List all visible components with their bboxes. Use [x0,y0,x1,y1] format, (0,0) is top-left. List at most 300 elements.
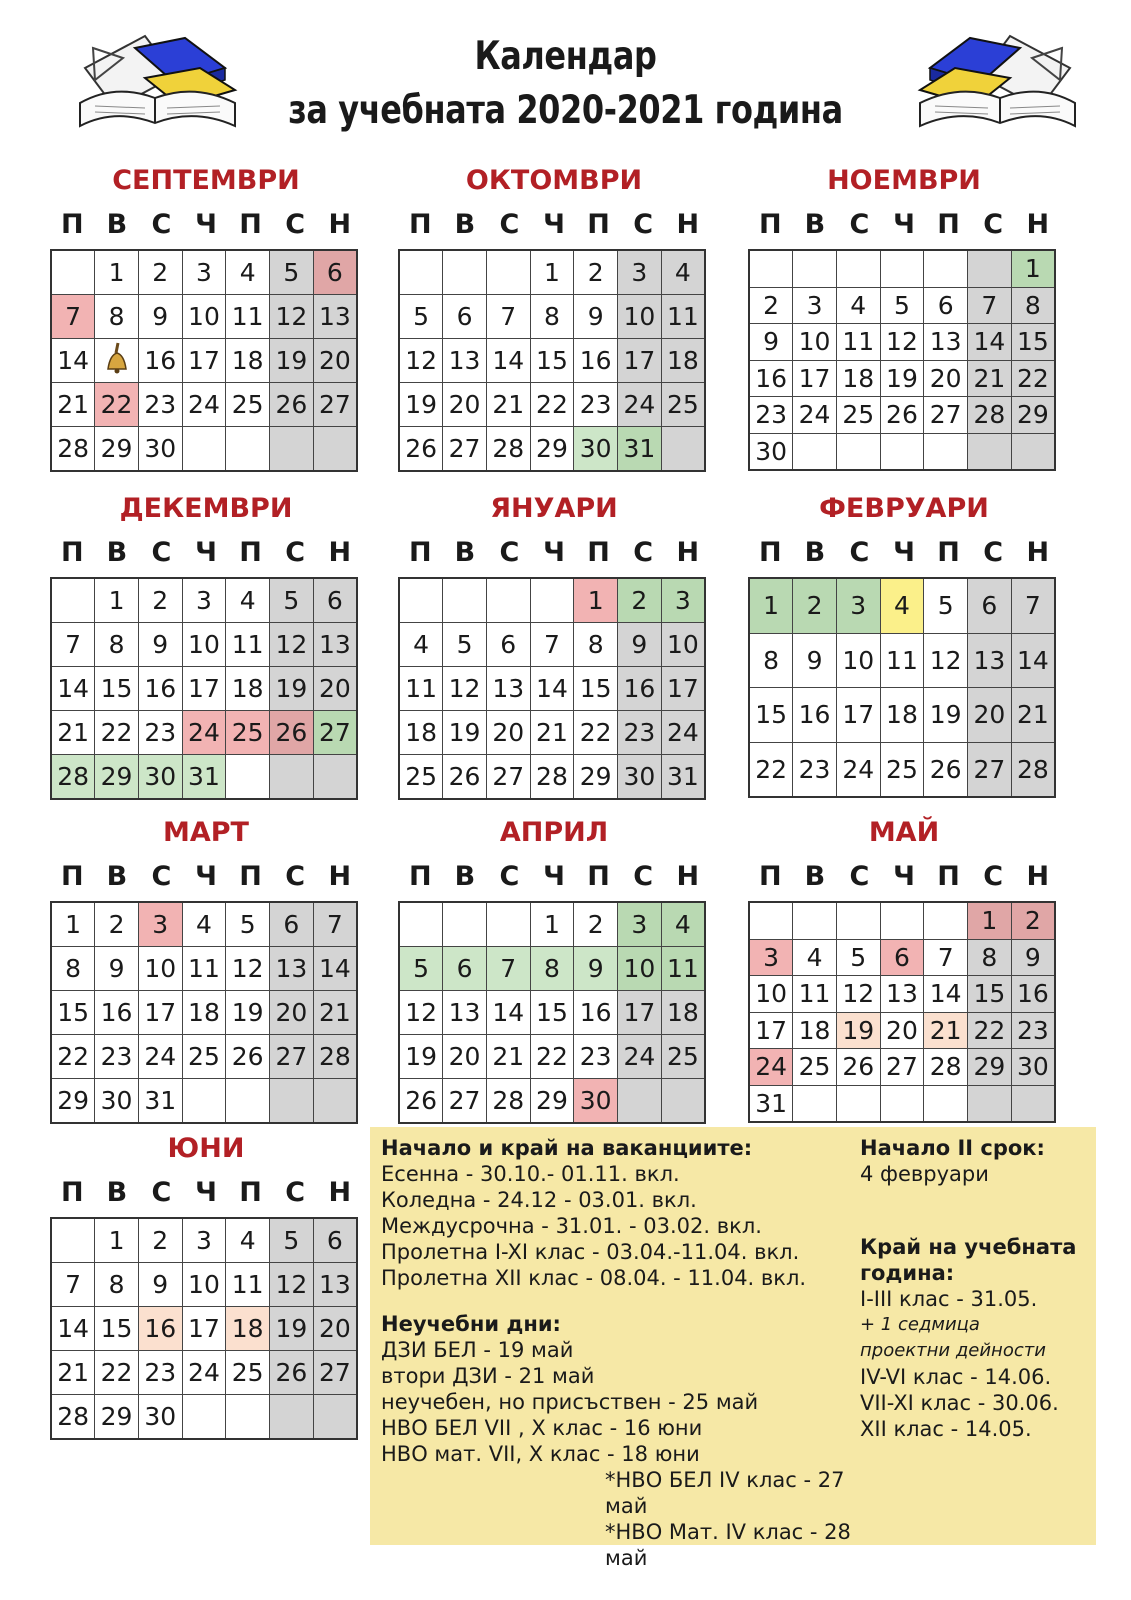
day-cell: 8 [574,623,618,667]
day-cell: 8 [51,947,95,991]
day-cell: 18 [793,1012,837,1049]
day-cell: 13 [270,947,314,991]
week-row [51,1395,357,1440]
day-cell: 5 [270,250,314,295]
empty-cell [51,250,95,295]
day-cell: 1 [95,1218,139,1263]
day-cell: 28 [486,1079,530,1124]
weekday-label: П [587,209,610,240]
day-cell: 15 [530,339,574,383]
day-cell: 7 [313,902,357,947]
weekday-label: Н [676,209,700,240]
empty-cell [924,1085,968,1122]
nonschool-item: ДЗИ БЕЛ - 19 май [381,1338,574,1362]
day-cell: 15 [574,667,618,711]
weekday-label: П [587,537,610,568]
empty-cell [924,902,968,939]
day-cell: 20 [313,339,357,383]
day-cell: 12 [226,947,270,991]
weekday-header [50,205,362,245]
week-row [749,578,1055,633]
vacation-item: Есенна - 30.10.- 01.11. вкл. [381,1162,680,1186]
week-row [749,433,1055,470]
nonschool-item: НВО мат. VII, X клас - 18 юни [381,1442,700,1466]
day-cell: 23 [1011,1012,1055,1049]
day-cell: 28 [51,427,95,472]
weekday-header [50,533,362,573]
week-row [749,939,1055,976]
month-december [50,491,362,800]
week-row [399,991,705,1035]
day-cell: 1 [530,902,574,947]
empty-cell [793,902,837,939]
weekday-label: П [758,209,782,240]
day-cell: 25 [880,742,924,797]
day-cell: 2 [574,902,618,947]
end-note: проектни дейности [860,1340,1046,1361]
day-cell: 30 [574,1079,618,1124]
day-cell: 20 [968,688,1012,743]
day-cell: 26 [399,1079,443,1124]
day-cell: 30 [618,755,662,800]
day-cell: 24 [793,397,837,434]
empty-cell [836,902,880,939]
day-cell: 4 [661,250,705,295]
day-cell: 28 [486,427,530,472]
day-cell: 10 [836,633,880,688]
day-cell: 5 [924,578,968,633]
day-cell: 30 [1011,1049,1055,1086]
empty-cell [486,578,530,623]
nonschool-item: втори ДЗИ - 21 май [381,1364,595,1388]
weekday-label: П [239,861,262,892]
empty-cell [836,1085,880,1122]
day-cell: 15 [530,991,574,1035]
day-cell: 31 [182,755,226,800]
nonschool-extra-item: *НВО Мат. IV клас - 28 май [605,1520,851,1570]
day-cell: 13 [880,976,924,1013]
day-cell: 20 [270,991,314,1035]
day-cell: 2 [138,250,182,295]
day-cell: 23 [793,742,837,797]
page-subtitle: за учебната 2020-2021 година [288,88,843,133]
empty-cell [399,578,443,623]
day-cell: 14 [51,1307,95,1351]
day-cell: 21 [486,1035,530,1079]
week-row [51,947,357,991]
empty-cell [924,250,968,287]
day-cell: 8 [95,295,139,339]
month-name: ОКТОМВРИ [465,165,643,196]
day-cell: 5 [270,578,314,623]
weekday-label: Н [676,537,700,568]
day-cell: 9 [574,295,618,339]
weekday-label: В [454,537,476,568]
day-cell: 6 [443,295,487,339]
month-september [50,163,362,472]
weekday-label: С [285,861,306,892]
day-cell: 9 [749,324,793,361]
month-name: СЕПТЕМВРИ [112,165,300,196]
weekday-label: С [285,537,306,568]
day-cell: 1 [749,578,793,633]
day-cell: 21 [51,711,95,755]
end-item: XII клас - 14.05. [860,1417,1032,1441]
day-cell: 11 [661,947,705,991]
empty-cell [749,250,793,287]
day-cell: 26 [924,742,968,797]
weekday-label: В [804,861,826,892]
week-row [399,623,705,667]
day-cell: 26 [270,711,314,755]
weekday-label: С [151,861,172,892]
week-row [399,902,705,947]
week-row [399,1035,705,1079]
day-cell: 23 [574,1035,618,1079]
day-cell: 24 [749,1049,793,1086]
weekday-label: Ч [543,537,565,568]
weekday-header [748,533,1060,573]
day-cell: 14 [486,339,530,383]
day-cell: 22 [749,742,793,797]
day-cell: 14 [51,339,95,383]
day-cell: 15 [749,688,793,743]
week-row [749,1085,1055,1122]
weekday-header [748,205,1060,245]
day-cell: 12 [443,667,487,711]
day-cell: 26 [270,1351,314,1395]
info-panel [370,1127,1096,1570]
day-cell: 29 [530,427,574,472]
week-row [51,578,357,623]
day-cell: 3 [618,250,662,295]
day-cell: 12 [924,633,968,688]
empty-cell [880,1085,924,1122]
day-cell: 17 [618,991,662,1035]
weekday-label: С [849,537,870,568]
day-cell: 9 [1011,939,1055,976]
day-cell: 24 [138,1035,182,1079]
weekday-label: В [804,209,826,240]
term2-heading: Начало II срок: [860,1136,1045,1160]
empty-cell [443,250,487,295]
day-cell: 8 [530,947,574,991]
month-grid [748,577,1056,798]
weekday-label: С [151,1177,172,1208]
day-cell: 2 [138,578,182,623]
week-row [749,1012,1055,1049]
day-cell: 14 [51,667,95,711]
day-cell: 3 [618,902,662,947]
day-cell: 21 [1011,688,1055,743]
day-cell: 26 [443,755,487,800]
weekday-label: В [106,861,128,892]
weekday-label: П [60,1177,84,1208]
weekday-label: В [106,537,128,568]
empty-cell [836,250,880,287]
day-cell: 2 [138,1218,182,1263]
day-cell: 21 [486,383,530,427]
day-cell: 28 [1011,742,1055,797]
day-cell: 19 [924,688,968,743]
day-cell: 19 [270,667,314,711]
empty-cell [1011,433,1055,470]
weekday-label: Ч [195,209,217,240]
day-cell: 12 [270,295,314,339]
vacation-item: Пролетна XII клас - 08.04. - 11.04. вкл. [381,1266,807,1290]
week-row [749,742,1055,797]
day-cell: 20 [443,383,487,427]
month-grid [398,249,706,472]
day-cell: 21 [51,1351,95,1395]
day-cell: 4 [226,250,270,295]
day-cell: 13 [968,633,1012,688]
day-cell: 19 [399,1035,443,1079]
day-cell: 25 [226,1351,270,1395]
day-cell: 29 [95,755,139,800]
day-cell: 3 [182,250,226,295]
weekday-header [398,533,710,573]
day-cell: 24 [618,1035,662,1079]
month-november [748,163,1060,471]
weekday-label: Н [328,861,352,892]
day-cell: 18 [661,339,705,383]
day-cell: 7 [51,1263,95,1307]
day-cell: 30 [138,755,182,800]
day-cell: 19 [270,339,314,383]
week-row [749,324,1055,361]
week-row [749,250,1055,287]
weekday-label: Н [328,1177,352,1208]
day-cell: 22 [530,383,574,427]
weekday-label: Ч [893,861,915,892]
day-cell: 3 [661,578,705,623]
day-cell: 4 [182,902,226,947]
empty-cell [226,427,270,472]
day-cell: 2 [1011,902,1055,939]
weekday-label: В [106,209,128,240]
day-cell: 27 [880,1049,924,1086]
week-row [749,397,1055,434]
day-cell: 5 [880,287,924,324]
day-cell: 17 [793,360,837,397]
day-cell: 30 [574,427,618,472]
day-cell: 22 [530,1035,574,1079]
day-cell: 24 [182,383,226,427]
day-cell: 14 [968,324,1012,361]
day-cell: 27 [313,1351,357,1395]
week-row [749,1049,1055,1086]
day-cell: 11 [836,324,880,361]
day-cell: 28 [968,397,1012,434]
day-cell: 30 [749,433,793,470]
day-cell: 31 [661,755,705,800]
month-grid [398,901,706,1124]
end-item: I-III клас - 31.05. [860,1287,1038,1311]
day-cell: 1 [1011,250,1055,287]
weekday-label: П [60,537,84,568]
day-cell: 31 [618,427,662,472]
day-cell: 23 [749,397,793,434]
info-left-column [381,1135,851,1571]
day-cell: 9 [793,633,837,688]
week-row [51,250,357,295]
day-cell: 27 [486,755,530,800]
empty-cell [486,902,530,947]
day-cell: 6 [924,287,968,324]
weekday-label: Ч [195,861,217,892]
day-cell: 24 [182,711,226,755]
vacations-heading: Начало и край на ваканциите: [381,1136,753,1160]
day-cell: 29 [95,1395,139,1440]
day-cell: 27 [968,742,1012,797]
day-cell: 16 [138,667,182,711]
day-cell: 25 [226,383,270,427]
day-cell: 2 [793,578,837,633]
day-cell: 24 [182,1351,226,1395]
weekday-label: С [151,209,172,240]
day-cell: 6 [270,902,314,947]
day-cell: 25 [226,711,270,755]
nonschool-heading: Неучебни дни: [381,1312,561,1336]
day-cell: 15 [1011,324,1055,361]
empty-cell [270,1395,314,1440]
month-name: МАРТ [163,817,249,848]
empty-cell [443,902,487,947]
weekday-label: П [60,861,84,892]
day-cell: 20 [880,1012,924,1049]
week-row [749,976,1055,1013]
day-cell: 23 [618,711,662,755]
day-cell: 28 [530,755,574,800]
day-cell: 4 [661,902,705,947]
weekday-label: Ч [195,1177,217,1208]
day-cell: 10 [618,947,662,991]
week-row [51,339,357,383]
day-cell: 3 [836,578,880,633]
day-cell: 4 [836,287,880,324]
empty-cell [968,1085,1012,1122]
day-cell: 3 [182,578,226,623]
day-cell: 15 [95,667,139,711]
day-cell: 4 [226,578,270,623]
first-school-day-cell [95,339,139,383]
empty-cell [226,755,270,800]
day-cell: 24 [836,742,880,797]
day-cell: 1 [968,902,1012,939]
week-row [51,623,357,667]
weekday-header [398,857,710,897]
weekday-label: П [408,861,432,892]
day-cell: 1 [51,902,95,947]
day-cell: 21 [51,383,95,427]
day-cell: 23 [138,1351,182,1395]
day-cell: 12 [836,976,880,1013]
day-cell: 28 [313,1035,357,1079]
day-cell: 1 [574,578,618,623]
weekday-label: П [408,537,432,568]
day-cell: 20 [486,711,530,755]
day-cell: 21 [313,991,357,1035]
day-cell: 13 [443,991,487,1035]
vacation-item: Пролетна I-XI клас - 03.04.-11.04. вкл. [381,1240,800,1264]
month-february [748,491,1060,798]
empty-cell [443,578,487,623]
day-cell: 12 [399,339,443,383]
week-row [51,667,357,711]
day-cell: 27 [443,1079,487,1124]
week-row [399,667,705,711]
day-cell: 19 [399,383,443,427]
day-cell: 4 [793,939,837,976]
day-cell: 5 [226,902,270,947]
weekday-label: С [633,537,654,568]
empty-cell [793,250,837,287]
week-row [749,633,1055,688]
day-cell: 9 [95,947,139,991]
day-cell: 10 [749,976,793,1013]
month-march [50,815,362,1124]
week-row [399,755,705,800]
nonschool-item: неучебен, но присъствен - 25 май [381,1390,759,1414]
day-cell: 8 [1011,287,1055,324]
weekday-label: Ч [195,537,217,568]
day-cell: 17 [661,667,705,711]
day-cell: 17 [182,339,226,383]
weekday-label: С [633,209,654,240]
empty-cell [486,250,530,295]
weekday-label: С [633,861,654,892]
weekday-label: Ч [543,209,565,240]
weekday-header [748,857,1060,897]
day-cell: 12 [880,324,924,361]
week-row [51,1263,357,1307]
weekday-header [50,1173,362,1213]
day-cell: 20 [924,360,968,397]
day-cell: 12 [270,1263,314,1307]
day-cell: 3 [749,939,793,976]
weekday-label: П [587,861,610,892]
day-cell: 29 [574,755,618,800]
day-cell: 26 [880,397,924,434]
day-cell: 25 [793,1049,837,1086]
end-item: VII-XI клас - 30.06. [860,1391,1059,1415]
day-cell: 6 [968,578,1012,633]
day-cell: 21 [924,1012,968,1049]
weekday-label: С [499,861,520,892]
day-cell: 7 [924,939,968,976]
week-row [51,1307,357,1351]
day-cell: 2 [95,902,139,947]
day-cell: 7 [968,287,1012,324]
day-cell: 6 [313,1218,357,1263]
day-cell: 13 [313,295,357,339]
day-cell: 6 [880,939,924,976]
day-cell: 24 [618,383,662,427]
day-cell: 30 [138,1395,182,1440]
day-cell: 27 [443,427,487,472]
day-cell: 9 [618,623,662,667]
end-item: IV-VI клас - 14.06. [860,1365,1052,1389]
day-cell: 14 [1011,633,1055,688]
weekday-label: С [849,209,870,240]
month-name: ДЕКЕМВРИ [119,493,293,524]
day-cell: 20 [313,1307,357,1351]
day-cell: 29 [530,1079,574,1124]
day-cell: 18 [226,339,270,383]
day-cell: 4 [226,1218,270,1263]
month-name: ЯНУАРИ [490,493,618,524]
